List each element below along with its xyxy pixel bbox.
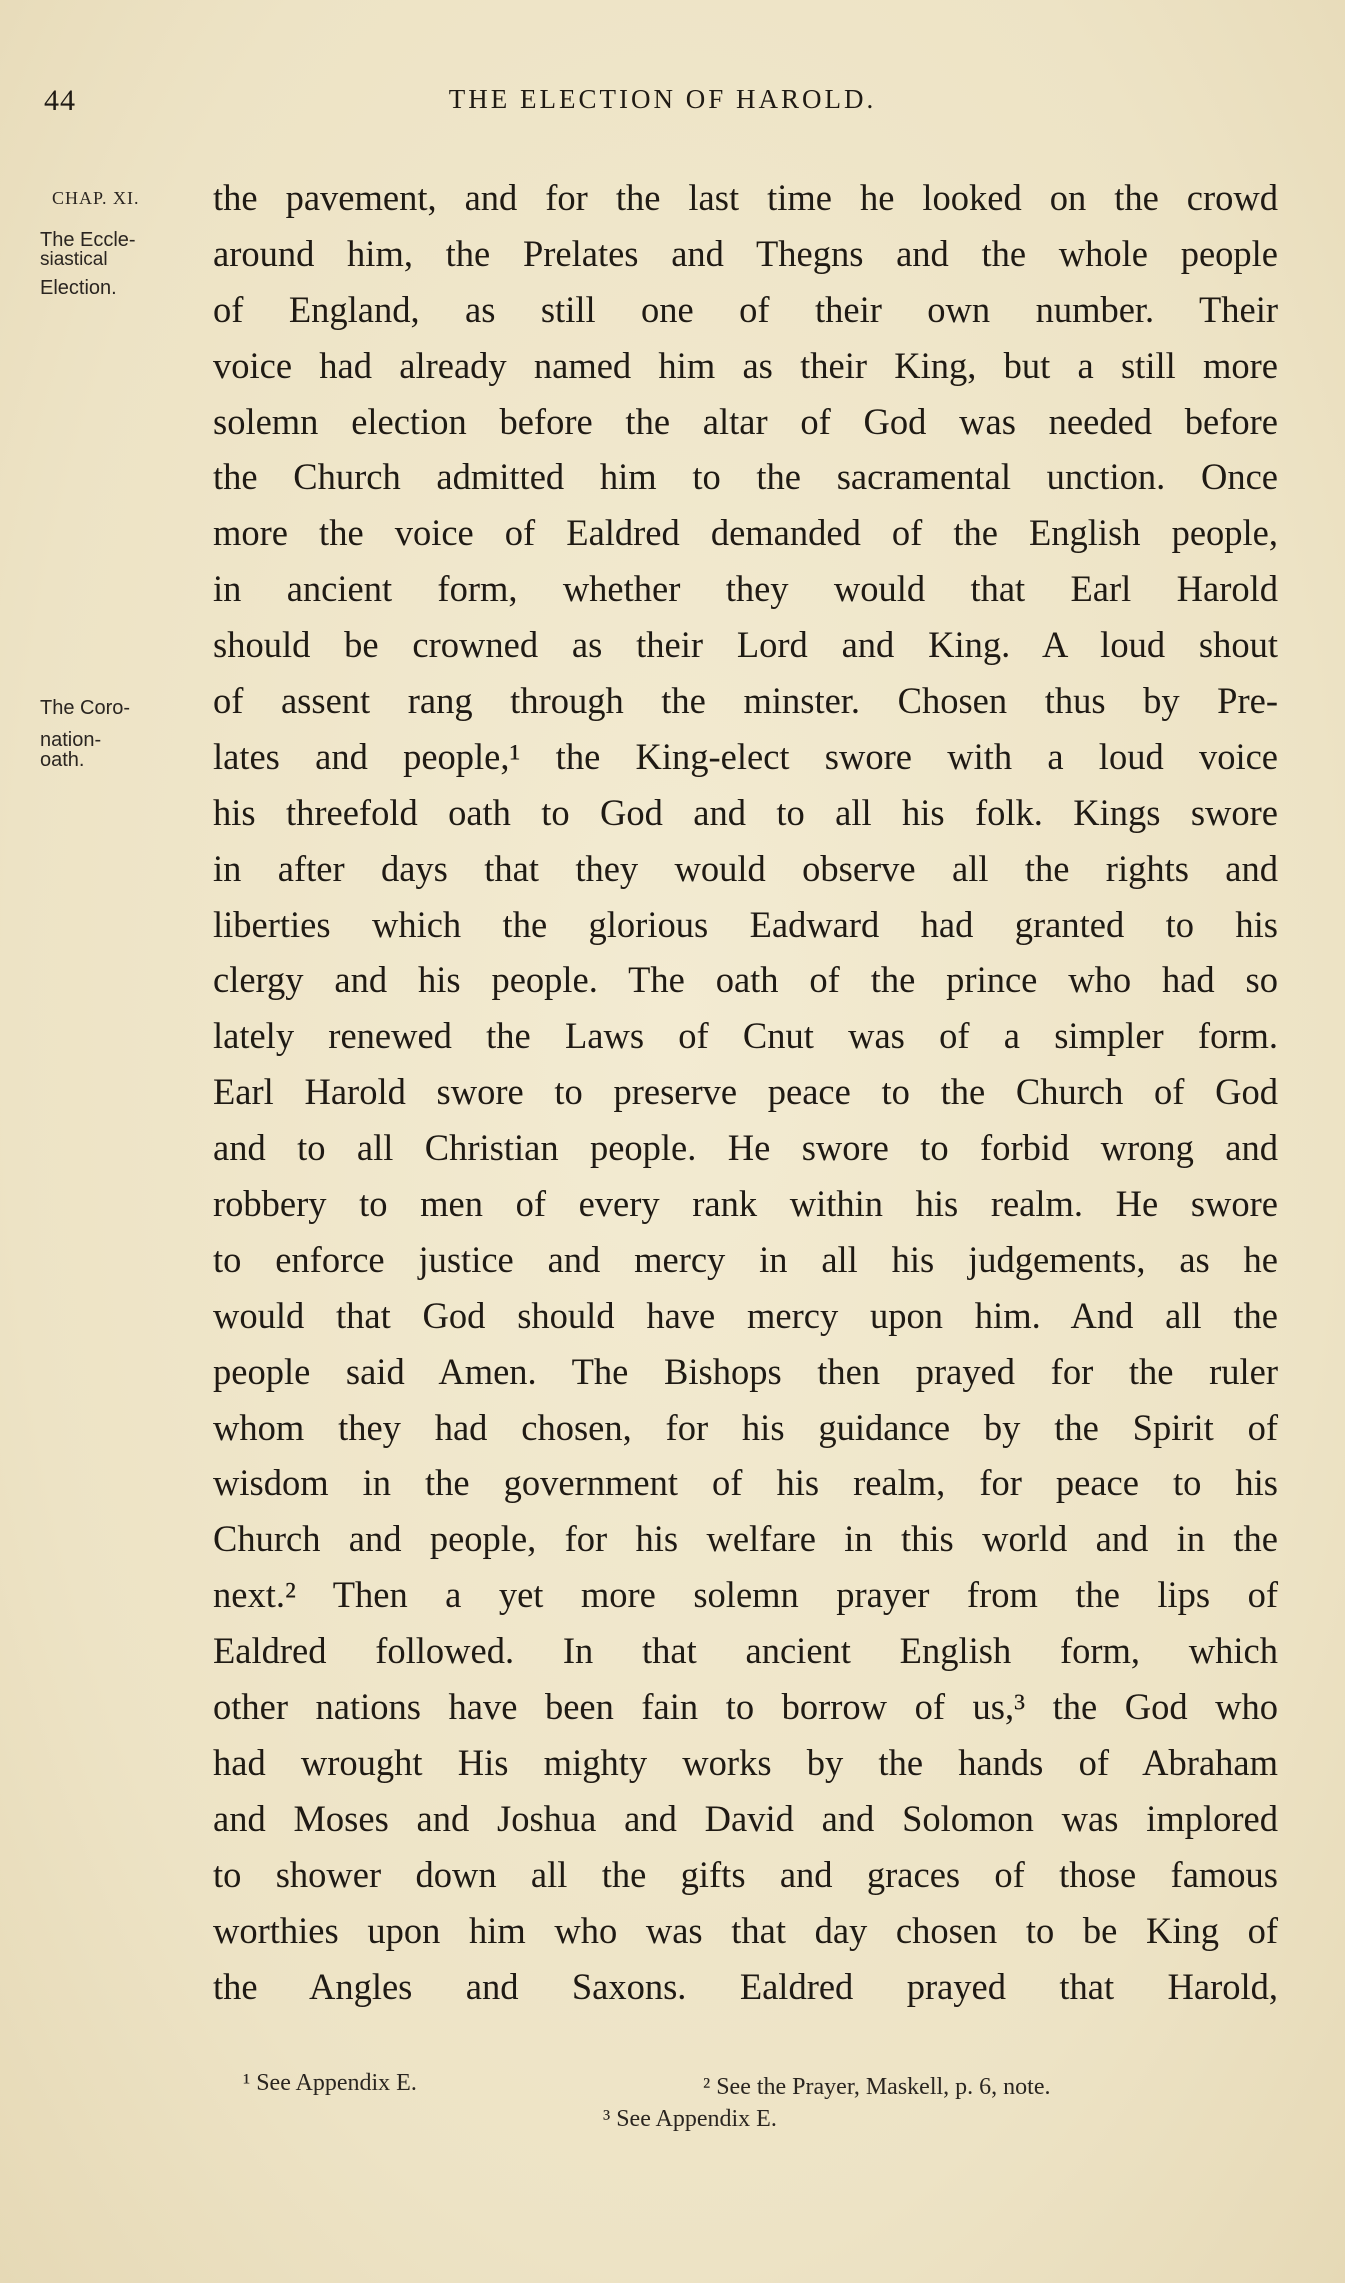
text-line [213, 226, 1278, 282]
text-line-content: his threefold oath to God and to all his folk. Kings swore [213, 791, 1278, 833]
text-line-content: of England, as still one of their own number. Their [213, 288, 1278, 330]
text-line-content: in after days that they would observe all the rights and [213, 847, 1278, 889]
margin-note-line: The Eccle- [40, 229, 136, 251]
margin-note-ecclesiastical-election [40, 230, 200, 298]
text-line [213, 1344, 1278, 1400]
text-line-content: Ealdred followed. In that ancient English form, which [213, 1630, 1278, 1672]
text-line-content: whom they had chosen, for his guidance by the Spirit of [213, 1406, 1278, 1448]
text-line [213, 1120, 1278, 1176]
text-line-content: would that God should have mercy upon him. And all the [213, 1294, 1278, 1336]
text-line [213, 1903, 1278, 1959]
text-line [213, 897, 1278, 953]
text-line-content: should be crowned as their Lord and King. A loud shout [213, 624, 1278, 666]
text-line [213, 1679, 1278, 1735]
running-head: THE ELECTION OF HAROLD. [448, 84, 877, 114]
text-line [213, 1735, 1278, 1791]
margin-note-line: The Coro- [40, 697, 131, 719]
footnote-2: ² See the Prayer, Maskell, p. 6, note. [703, 2074, 1051, 2100]
text-line [213, 952, 1278, 1008]
text-line [213, 1791, 1278, 1847]
text-line-content: the Church admitted him to the sacramental unction. Once [213, 456, 1278, 498]
body-text [213, 170, 1278, 2014]
text-line-content: to enforce justice and mercy in all his judgements, as he [213, 1238, 1278, 1280]
text-line [213, 1400, 1278, 1456]
text-line-content: next.² Then a yet more solemn prayer from the lips of [213, 1574, 1278, 1616]
margin-note-line: siastical [40, 249, 108, 270]
text-line [213, 1847, 1278, 1903]
margin-note-line: Election. [40, 277, 117, 299]
text-line-content: in ancient form, whether they would that Earl Harold [213, 568, 1278, 610]
text-line [213, 394, 1278, 450]
page-number: 44 [44, 84, 76, 117]
text-line [213, 449, 1278, 505]
text-line [213, 561, 1278, 617]
footnote-3: ³ See Appendix E. [603, 2106, 777, 2132]
chapter-label: CHAP. XI. [52, 188, 140, 208]
text-line [213, 1567, 1278, 1623]
text-line-content: worthies upon him who was that day chosen to be King of [213, 1909, 1278, 1951]
text-line-content: Church and people, for his welfare in this world and in the [213, 1518, 1278, 1560]
text-line-content: lately renewed the Laws of Cnut was of a simpler form. [213, 1015, 1278, 1057]
text-line-content: Earl Harold swore to preserve peace to the Church of God [213, 1071, 1278, 1113]
text-line [213, 338, 1278, 394]
text-line-content: the Angles and Saxons. Ealdred prayed that Harold, [213, 1965, 1278, 2007]
text-line-content: more the voice of Ealdred demanded of the English people, [213, 512, 1278, 554]
text-line-content: and Moses and Joshua and David and Solomon was implored [213, 1797, 1278, 1839]
text-line [213, 785, 1278, 841]
text-line [213, 1288, 1278, 1344]
text-line-content: people said Amen. The Bishops then prayed for the ruler [213, 1350, 1278, 1392]
text-line [213, 1064, 1278, 1120]
text-line [213, 729, 1278, 785]
text-line [213, 673, 1278, 729]
text-line-content: clergy and his people. The oath of the prince who had so [213, 959, 1278, 1001]
text-line-content: wisdom in the government of his realm, for peace to his [213, 1462, 1278, 1504]
text-line-content: voice had already named him as their King, but a still more [213, 344, 1278, 386]
text-line [213, 282, 1278, 338]
text-line-content: other nations have been fain to borrow of us,³ the God who [213, 1686, 1278, 1728]
text-line-content: of assent rang through the minster. Chosen thus by Pre- [213, 680, 1278, 722]
text-line-content: the pavement, and for the last time he looked on the crowd [213, 177, 1278, 218]
margin-note-line: nation- [40, 729, 102, 751]
text-line [213, 1959, 1278, 2015]
footnote-1: ¹ See Appendix E. [243, 2070, 417, 2096]
text-line [213, 1008, 1278, 1064]
margin-note-coronation-oath [40, 698, 200, 770]
text-line [213, 1455, 1278, 1511]
text-line-content: to shower down all the gifts and graces of those famous [213, 1853, 1278, 1895]
text-line [213, 505, 1278, 561]
text-line [213, 1176, 1278, 1232]
page-header [40, 84, 1285, 124]
text-line-content: liberties which the glorious Eadward had granted to his [213, 903, 1278, 945]
margin-note-line: oath. [40, 749, 85, 771]
text-line [213, 1232, 1278, 1288]
text-line-content: had wrought His mighty works by the hands of Abraham [213, 1741, 1278, 1783]
text-line-content: and to all Christian people. He swore to forbid wrong and [213, 1127, 1278, 1169]
text-line-content: solemn election before the altar of God was needed before [213, 400, 1278, 442]
text-line [213, 1511, 1278, 1567]
text-line-content: lates and people,¹ the King-elect swore with a loud voice [213, 735, 1278, 777]
text-line [213, 1623, 1278, 1679]
text-line [213, 841, 1278, 897]
text-line-content: around him, the Prelates and Thegns and the whole people [213, 232, 1278, 274]
text-line-content: robbery to men of every rank within his realm. He swore [213, 1183, 1278, 1225]
text-line [213, 170, 1278, 226]
text-line [213, 617, 1278, 673]
